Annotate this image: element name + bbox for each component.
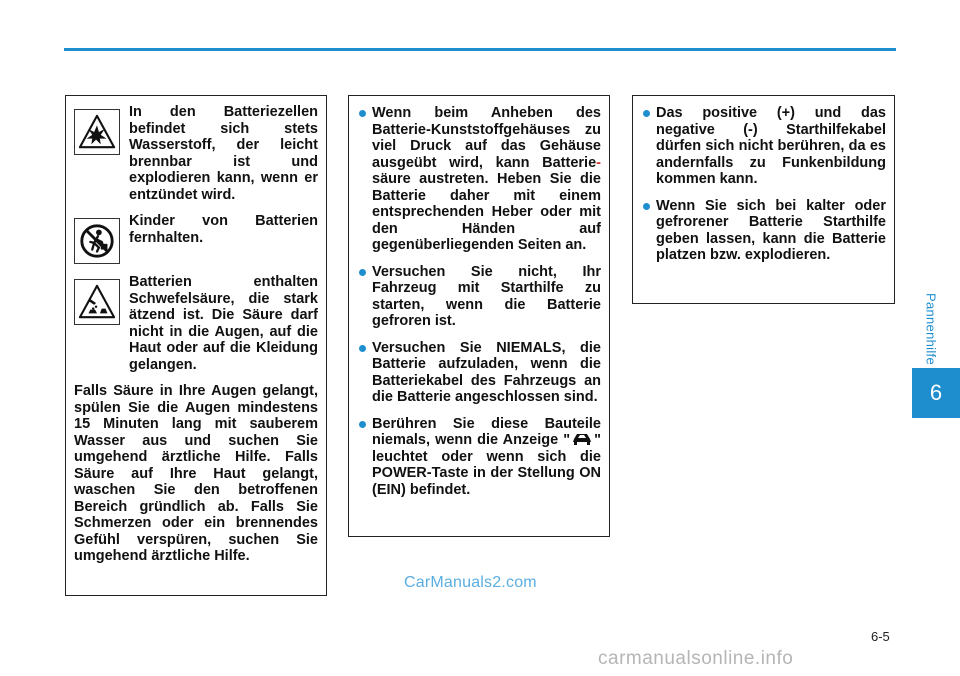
bullet-dot: [359, 110, 366, 117]
watermark-text: carmanualsonline.info: [598, 648, 794, 669]
header-rule: [64, 48, 896, 51]
ready-car-icon: [571, 432, 593, 446]
list-item: Wenn Sie sich bei kalter oder gefrorener Batterie Starthilfe geben lassen, kann die Batterie platzen bzw. explodieren.: [641, 198, 886, 264]
watermark-link[interactable]: CarManuals2.com: [404, 574, 537, 591]
warning-text-explosion: In den Batteriezellen befindet sich stets Wasserstoff, der leicht brennbar ist und explodieren kann, wenn er entzündet wird.: [129, 104, 318, 203]
warning-text-children: Kinder von Batterien fernhalten.: [129, 213, 318, 246]
no-children-icon: [74, 218, 120, 264]
jump-start-list: [641, 105, 886, 264]
warning-text-acid: Batterien enthalten Schwefelsäure, die stark ätzend ist. Die Säure darf nicht in die Augen, auf die Haut oder auf die Kleidung gelangen.: [129, 274, 318, 373]
warning-row-acid: [74, 274, 318, 373]
chapter-tab: 6: [912, 368, 960, 418]
battery-handling-box: [348, 95, 610, 537]
bullet-dot: [359, 269, 366, 276]
page-number: 6-5: [871, 629, 890, 644]
acid-first-aid-paragraph: Falls Säure in Ihre Augen gelangt, spülen Sie die Augen mindestens 15 Minuten lang mit sauberem Wasser aus und suchen Sie umgehend ärztliche Hilfe. Falls Säure auf Ihre Haut gelangt, waschen Sie den betroffenen Bereich gründlich ab. Falls Sie Schmerzen oder ein brennendes Gefühl verspüren, suchen Sie umgehend ärztliche Hilfe.: [74, 383, 318, 564]
acid-warning-icon: [74, 279, 120, 325]
battery-warning-box: [65, 95, 327, 596]
section-tab-label: Pannenhilfe: [923, 293, 939, 365]
list-item: Versuchen Sie NIEMALS, die Batterie aufzuladen, wenn die Batteriekabel des Fahrzeugs an die Batterie angeschlossen sind.: [357, 340, 601, 406]
list-item: Wenn beim Anheben des Batterie-Kunststoffgehäuses zu viel Druck auf das Gehäuse ausgeübt wird, kann Batterie-säure austreten. Heben Sie die Batterie daher mit einem entsprechenden Heber oder mit den Händen auf gegenüberliegenden Seiten an.: [357, 105, 601, 254]
jump-start-box: [632, 95, 895, 304]
list-item: Versuchen Sie nicht, Ihr Fahrzeug mit Starthilfe zu starten, wenn die Batterie gefroren ist.: [357, 264, 601, 330]
bullet-dot: [643, 110, 650, 117]
list-item: Das positive (+) und das negative (-) Starthilfekabel dürfen sich nicht berühren, da es andernfalls zu Funkenbildung kommen kann.: [641, 105, 886, 188]
bullet-dot: [359, 421, 366, 428]
warning-row-children: [74, 213, 318, 264]
handling-list: [357, 105, 601, 498]
explosion-warning-icon: [74, 109, 120, 155]
bullet-dot: [643, 203, 650, 210]
warning-row-explosion: [74, 104, 318, 203]
bullet-dot: [359, 345, 366, 352]
list-item: Berühren Sie diese Bauteile niemals, wenn die Anzeige " " leuchtet oder wenn sich die POWER-Taste in der Stellung ON (EIN) befindet.: [357, 416, 601, 499]
